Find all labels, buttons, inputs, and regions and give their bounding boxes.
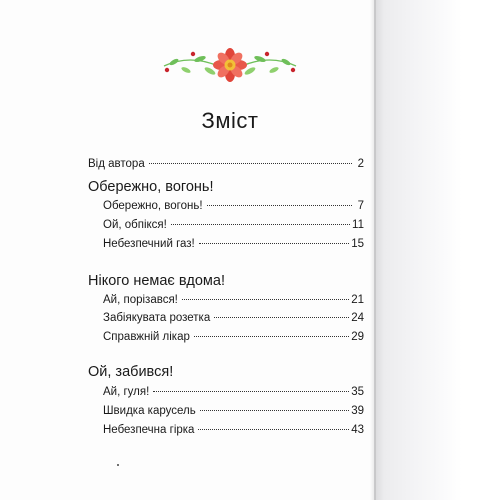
dot-leader <box>171 224 350 225</box>
toc-entry-label: Небезпечний газ! <box>103 238 195 250</box>
section-heading: Нікого немає вдома! <box>88 273 225 289</box>
dot-leader <box>207 205 352 206</box>
toc-entry <box>103 293 364 307</box>
toc-entry-page: 43 <box>351 424 364 436</box>
toc-entry <box>103 311 364 325</box>
toc-entry-page: 39 <box>351 405 364 417</box>
toc-entry-page: 7 <box>357 200 364 212</box>
section-heading: Обережно, вогонь! <box>88 179 214 195</box>
toc-entry <box>103 199 364 213</box>
toc-entry-page: 11 <box>352 219 364 231</box>
section-heading: Ой, забився! <box>88 364 174 380</box>
dot-leader <box>214 317 349 318</box>
toc-entry-label: Забіякувата розетка <box>103 312 211 324</box>
toc-entry <box>103 237 364 251</box>
toc-entry-label: Від автора <box>88 158 145 170</box>
toc-entry-label: Небезпечна гірка <box>103 424 195 436</box>
toc-entry-label: Ай, гуля! <box>103 386 150 398</box>
toc-entry-page: 29 <box>351 331 364 343</box>
toc-entry-label: Справжній лікар <box>103 331 190 343</box>
toc-entry-label: Швидка карусель <box>103 405 196 417</box>
toc-entry-label: Ай, порізався! <box>103 294 178 306</box>
toc-entry <box>103 423 364 437</box>
dot-leader <box>200 410 350 411</box>
toc-entry <box>103 404 364 418</box>
toc-entry-page: 2 <box>357 158 364 170</box>
toc-entry-page: 21 <box>351 294 364 306</box>
toc-entry-page: 24 <box>351 312 364 324</box>
dot-leader <box>194 336 349 337</box>
page-title: Зміст <box>201 108 259 133</box>
toc-entry-page: 15 <box>351 238 364 250</box>
dot-leader <box>198 429 349 430</box>
dot-leader <box>182 299 349 300</box>
dot-leader <box>199 243 349 244</box>
toc-entry-label: Обережно, вогонь! <box>103 200 203 212</box>
dot-leader <box>149 163 352 164</box>
toc-entry <box>88 157 364 171</box>
toc-entry <box>103 330 364 344</box>
toc-entry-page: 35 <box>351 386 364 398</box>
toc-entry <box>103 218 364 232</box>
toc-entry <box>103 385 364 399</box>
dot-leader <box>153 391 349 392</box>
print-speck <box>117 464 119 466</box>
toc-entry-label: Ой, обпікся! <box>103 219 167 231</box>
